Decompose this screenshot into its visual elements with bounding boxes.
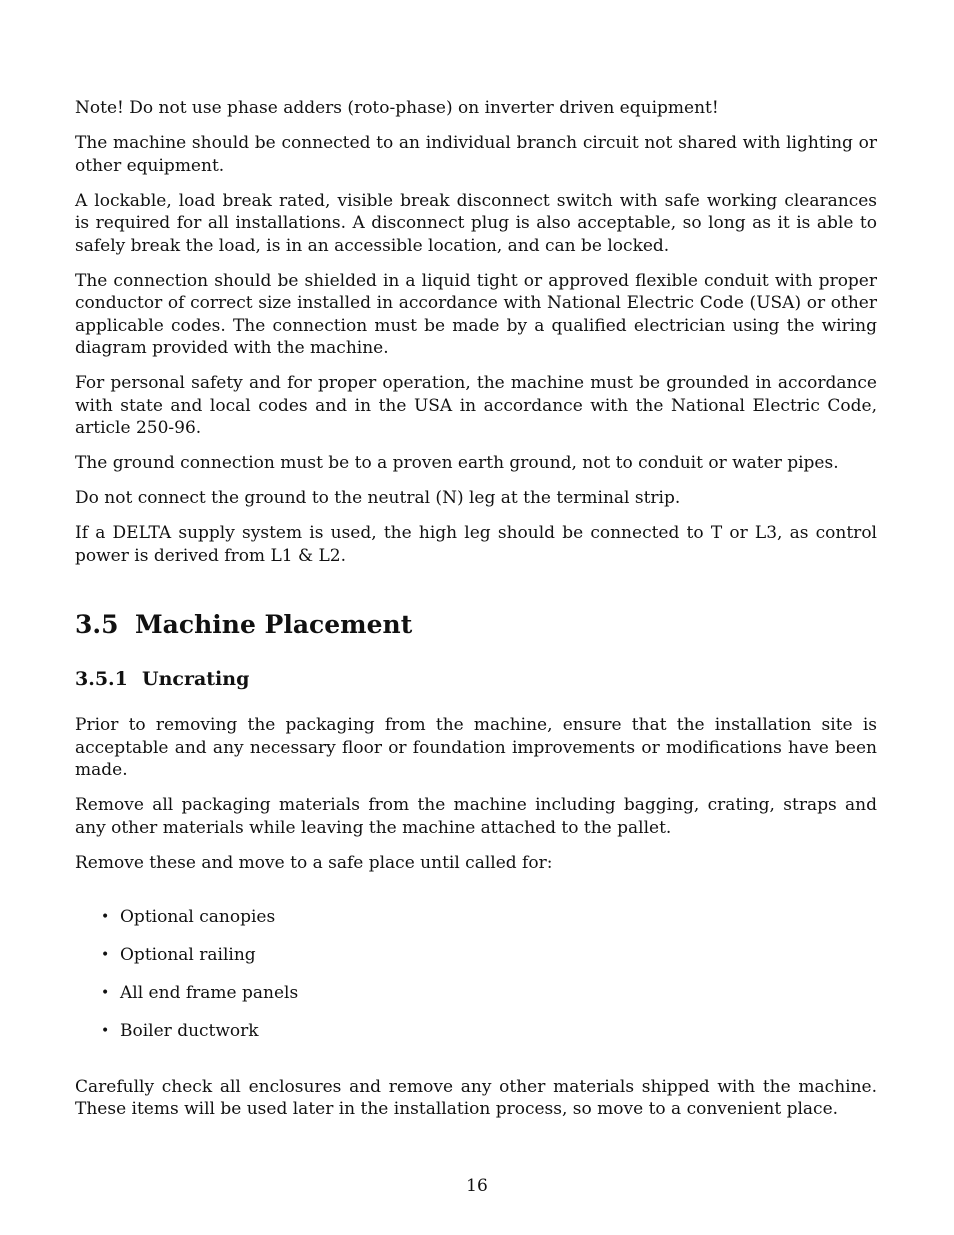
remove-packaging-paragraph: Remove all packaging materials from the machine including bagging, crating, straps and any other materials while leaving the machine attached to the pallet. — [75, 795, 877, 838]
bullet-icon: • — [101, 909, 110, 925]
removal-list — [75, 906, 877, 1043]
delta-supply-paragraph: If a DELTA supply system is used, the high leg should be connected to T or L3, as control power is derived from L1 & L2. — [75, 523, 877, 566]
remove-items-intro: Remove these and move to a safe place until called for: — [75, 852, 553, 873]
closing-paragraph: Carefully check all enclosures and remove any other materials shipped with the machine. These items will be used later in the installation process, so move to a convenient place. — [75, 1076, 877, 1119]
list-item: • Optional railing — [101, 945, 256, 965]
earth-ground-paragraph: The ground connection must be to a proven earth ground, not to conduit or water pipes. — [75, 453, 839, 473]
document-page — [75, 97, 877, 1121]
section-heading — [75, 608, 877, 642]
bullet-icon: • — [101, 1023, 110, 1039]
bullet-icon: • — [101, 985, 110, 1001]
subsection-heading — [75, 666, 877, 692]
neutral-leg-paragraph: Do not connect the ground to the neutral (N) leg at the terminal strip. — [75, 488, 681, 508]
site-preparation-paragraph: Prior to removing the packaging from the machine, ensure that the installation site is acceptable and any necessary floor or foundation improvements or modifications have been made. — [75, 715, 877, 780]
subsection-number: 3.5.1 — [75, 668, 128, 690]
list-item: • Optional canopies — [101, 907, 276, 927]
branch-circuit-paragraph: The machine should be connected to an individual branch circuit not shared with lighting or other equipment. — [75, 133, 877, 176]
bullet-icon: • — [101, 947, 110, 963]
section-number: 3.5 — [75, 610, 119, 639]
list-item: • All end frame panels — [101, 983, 299, 1003]
disconnect-switch-paragraph: A lockable, load break rated, visible break disconnect switch with safe working clearances is required for all installations. A disconnect plug is also acceptable, so long as it is able to safely break the load, is in an accessible location, and can be locked. — [75, 190, 877, 256]
page-number: 16 — [466, 1176, 488, 1196]
list-item: • Boiler ductwork — [101, 1021, 259, 1041]
note-paragraph: Note! Do not use phase adders (roto-phase) on inverter driven equipment! — [75, 98, 719, 118]
conduit-paragraph: The connection should be shielded in a liquid tight or approved flexible conduit with proper conductor of correct size installed in accordance with National Electric Code (USA) or other applicable codes. The connection must be made by a qualified electrician using the wiring diagram provided with the machine. — [75, 270, 877, 358]
subsection-title: Uncrating — [142, 668, 250, 690]
section-title: Machine Placement — [135, 610, 413, 639]
grounding-paragraph: For personal safety and for proper operation, the machine must be grounded in accordance with state and local codes and in the USA in accordance with the National Electric Code, article 250-96. — [75, 373, 877, 438]
